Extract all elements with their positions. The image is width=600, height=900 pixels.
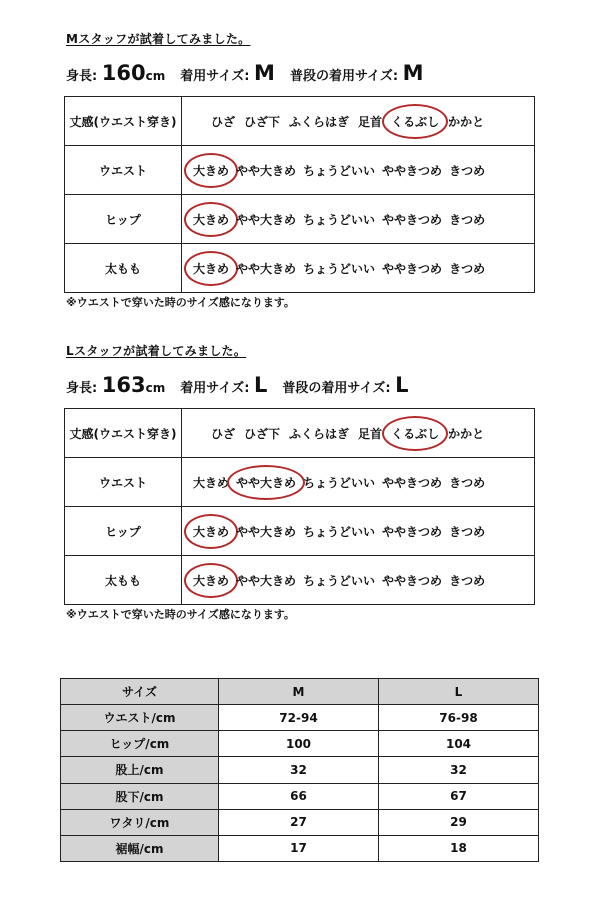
fit-row-label: 太もも	[65, 556, 182, 605]
size-value-cell: 17	[219, 835, 379, 861]
fit-row-label: 丈感(ウエスト穿き)	[65, 409, 182, 458]
size-table-row	[61, 705, 539, 731]
size-value-cell: 27	[219, 809, 379, 835]
size-value-cell: 76-98	[379, 705, 539, 731]
size-table-header	[61, 679, 539, 705]
size-measure-label: 裾幅/cm	[61, 835, 219, 861]
fit-option: 大きめ	[193, 475, 230, 490]
height-label: 身長:	[66, 69, 98, 84]
size-value-cell: 67	[379, 783, 539, 809]
fit-option: ふくらはぎ	[289, 114, 350, 129]
size-measure-label: 股上/cm	[61, 757, 219, 783]
size-value-cell: 32	[219, 757, 379, 783]
staff-l-heading: Lスタッフが試着してみました。	[66, 344, 247, 358]
fit-options	[182, 409, 535, 458]
fit-option-selected: 大きめ	[193, 573, 230, 588]
fit-option: ややきつめ	[382, 212, 443, 227]
fit-option: ややきつめ	[382, 573, 443, 588]
fit-option-selected: くるぶし	[391, 426, 440, 441]
fit-option: ひざ下	[244, 426, 281, 441]
fit-option: やや大きめ	[236, 261, 297, 276]
fit-row-label: 太もも	[65, 244, 182, 293]
fit-option: ちょうどいい	[303, 212, 376, 227]
fit-option: かかと	[448, 426, 485, 441]
size-table-row	[61, 757, 539, 783]
fit-option-selected: くるぶし	[391, 114, 440, 129]
fit-option: ちょうどいい	[303, 163, 376, 178]
size-value-cell: 104	[379, 731, 539, 757]
size-value-cell: 66	[219, 783, 379, 809]
fit-option: ひざ	[211, 114, 236, 129]
height-label: 身長:	[66, 381, 98, 396]
fit-option: かかと	[448, 114, 485, 129]
size-table	[60, 678, 539, 862]
fit-option-selected: やや大きめ	[236, 475, 297, 490]
fit-note: ※ウエストで穿いた時のサイズ感になります。	[66, 608, 295, 621]
usual-size-value: L	[395, 373, 409, 397]
wear-size-label: 着用サイズ:	[180, 69, 250, 84]
size-measure-label: 股下/cm	[61, 783, 219, 809]
fit-option-selected: 大きめ	[193, 261, 230, 276]
fit-option: ややきつめ	[382, 524, 443, 539]
height-unit: cm	[145, 381, 166, 395]
fit-row	[65, 244, 535, 293]
fit-option: きつめ	[449, 475, 486, 490]
fit-row-label: ヒップ	[65, 195, 182, 244]
size-measure-label: ワタリ/cm	[61, 809, 219, 835]
usual-size-value: M	[402, 61, 424, 85]
size-value-cell: 72-94	[219, 705, 379, 731]
fit-option: きつめ	[449, 524, 486, 539]
fit-option: ちょうどいい	[303, 475, 376, 490]
fit-row-label: ウエスト	[65, 146, 182, 195]
fit-option: ひざ	[211, 426, 236, 441]
fit-option: きつめ	[449, 163, 486, 178]
size-value-cell: 18	[379, 835, 539, 861]
fit-row-label: ヒップ	[65, 507, 182, 556]
fit-option: やや大きめ	[236, 212, 297, 227]
fit-options	[182, 146, 535, 195]
size-header-cell: M	[219, 679, 379, 705]
size-header-cell: サイズ	[61, 679, 219, 705]
fit-option: 足首	[358, 426, 383, 441]
fit-options	[182, 507, 535, 556]
fit-row	[65, 556, 535, 605]
wear-size-value: M	[253, 61, 275, 85]
size-measure-label: ヒップ/cm	[61, 731, 219, 757]
fit-table-l	[64, 408, 535, 605]
usual-size-label: 普段の着用サイズ:	[289, 69, 399, 84]
fit-row	[65, 97, 535, 146]
fit-option: やや大きめ	[236, 573, 297, 588]
fit-option: きつめ	[449, 212, 486, 227]
size-table-row	[61, 835, 539, 861]
fit-option: きつめ	[449, 573, 486, 588]
size-value-cell: 32	[379, 757, 539, 783]
staff-m-profile	[66, 59, 424, 87]
fit-option: やや大きめ	[236, 163, 297, 178]
size-value-cell: 100	[219, 731, 379, 757]
fit-options	[182, 458, 535, 507]
fit-row	[65, 409, 535, 458]
fit-row-label: 丈感(ウエスト穿き)	[65, 97, 182, 146]
fit-note: ※ウエストで穿いた時のサイズ感になります。	[66, 296, 295, 309]
fit-option: きつめ	[449, 261, 486, 276]
fit-row-label: ウエスト	[65, 458, 182, 507]
fit-option: ちょうどいい	[303, 524, 376, 539]
size-table-row	[61, 809, 539, 835]
height-unit: cm	[145, 69, 166, 83]
height-value: 163	[101, 373, 146, 397]
fit-option: ややきつめ	[382, 261, 443, 276]
fit-options	[182, 195, 535, 244]
fit-option-selected: 大きめ	[193, 524, 230, 539]
fit-row	[65, 507, 535, 556]
fit-options	[182, 97, 535, 146]
fit-option-selected: 大きめ	[193, 163, 230, 178]
size-table-row	[61, 783, 539, 809]
size-header-cell: L	[379, 679, 539, 705]
fit-option: ちょうどいい	[303, 573, 376, 588]
wear-size-value: L	[253, 373, 268, 397]
fit-option: ひざ下	[244, 114, 281, 129]
fit-row	[65, 146, 535, 195]
fit-options	[182, 244, 535, 293]
size-table-row	[61, 731, 539, 757]
staff-l-profile	[66, 371, 409, 399]
fit-option: ややきつめ	[382, 475, 443, 490]
fit-option: ふくらはぎ	[289, 426, 350, 441]
fit-option: 足首	[358, 114, 383, 129]
fit-table-m	[64, 96, 535, 293]
fit-row	[65, 458, 535, 507]
fit-options	[182, 556, 535, 605]
fit-row	[65, 195, 535, 244]
fit-option: ややきつめ	[382, 163, 443, 178]
staff-m-heading: Mスタッフが試着してみました。	[66, 32, 251, 46]
height-value: 160	[101, 61, 146, 85]
fit-option-selected: 大きめ	[193, 212, 230, 227]
fit-option: やや大きめ	[236, 524, 297, 539]
wear-size-label: 着用サイズ:	[180, 381, 250, 396]
fit-option: ちょうどいい	[303, 261, 376, 276]
usual-size-label: 普段の着用サイズ:	[282, 381, 391, 396]
size-measure-label: ウエスト/cm	[61, 705, 219, 731]
size-value-cell: 29	[379, 809, 539, 835]
